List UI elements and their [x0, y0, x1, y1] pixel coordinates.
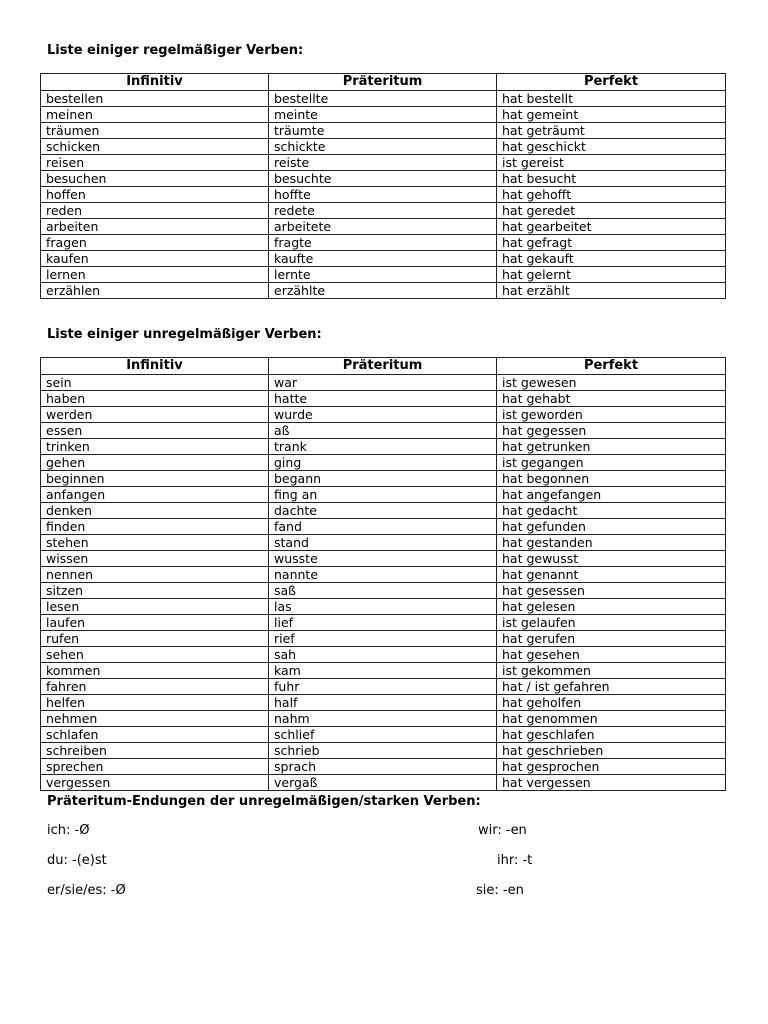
table-row [41, 599, 726, 615]
infinitiv-cell: erzählen [41, 283, 269, 299]
praeteritum-cell: meinte [269, 107, 497, 123]
praeteritum-cell: rief [269, 631, 497, 647]
infinitiv-cell: werden [41, 407, 269, 423]
table-row [41, 615, 726, 631]
praeteritum-cell: schrieb [269, 743, 497, 759]
praeteritum-cell: schlief [269, 727, 497, 743]
table-row [41, 583, 726, 599]
column-header-praeteritum: Präteritum [269, 358, 497, 375]
praeteritum-cell: hatte [269, 391, 497, 407]
infinitiv-cell: sehen [41, 647, 269, 663]
table-row [41, 91, 726, 107]
table-row [41, 423, 726, 439]
table-row [41, 139, 726, 155]
praeteritum-cell: ging [269, 455, 497, 471]
infinitiv-cell: wissen [41, 551, 269, 567]
table-row [41, 711, 726, 727]
perfekt-cell: ist gelaufen [497, 615, 726, 631]
praeteritum-cell: nannte [269, 567, 497, 583]
perfekt-cell: hat gekauft [497, 251, 726, 267]
infinitiv-cell: träumen [41, 123, 269, 139]
perfekt-cell: hat erzählt [497, 283, 726, 299]
praeteritum-cell: wurde [269, 407, 497, 423]
infinitiv-cell: schlafen [41, 727, 269, 743]
praeteritum-cell: fragte [269, 235, 497, 251]
table-row [41, 219, 726, 235]
infinitiv-cell: finden [41, 519, 269, 535]
infinitiv-cell: lesen [41, 599, 269, 615]
infinitiv-cell: denken [41, 503, 269, 519]
ending-du: du: -(e)st [47, 853, 107, 868]
praeteritum-cell: sah [269, 647, 497, 663]
table-row [41, 123, 726, 139]
praeteritum-cell: redete [269, 203, 497, 219]
table-row [41, 727, 726, 743]
table-row [41, 775, 726, 791]
praeteritum-cell: aß [269, 423, 497, 439]
table-header-row [41, 358, 726, 375]
table-row [41, 695, 726, 711]
infinitiv-cell: reisen [41, 155, 269, 171]
perfekt-cell: hat getrunken [497, 439, 726, 455]
table-row [41, 171, 726, 187]
table-row [41, 283, 726, 299]
praeteritum-cell: erzählte [269, 283, 497, 299]
perfekt-cell: ist gekommen [497, 663, 726, 679]
infinitiv-cell: sitzen [41, 583, 269, 599]
perfekt-cell: hat gewusst [497, 551, 726, 567]
perfekt-cell: hat gelesen [497, 599, 726, 615]
praeteritum-cell: dachte [269, 503, 497, 519]
infinitiv-cell: rufen [41, 631, 269, 647]
praeteritum-cell: kaufte [269, 251, 497, 267]
perfekt-cell: hat gefunden [497, 519, 726, 535]
table-row [41, 743, 726, 759]
praeteritum-cell: bestellte [269, 91, 497, 107]
praeteritum-cell: begann [269, 471, 497, 487]
infinitiv-cell: schreiben [41, 743, 269, 759]
perfekt-cell: hat genannt [497, 567, 726, 583]
table-row [41, 391, 726, 407]
perfekt-cell: hat vergessen [497, 775, 726, 791]
perfekt-cell: hat gedacht [497, 503, 726, 519]
table-row [41, 487, 726, 503]
table-row [41, 647, 726, 663]
column-header-perfekt: Perfekt [497, 74, 726, 91]
column-header-praeteritum: Präteritum [269, 74, 497, 91]
perfekt-cell: hat gegessen [497, 423, 726, 439]
table-row [41, 235, 726, 251]
table-row [41, 503, 726, 519]
perfekt-cell: ist gegangen [497, 455, 726, 471]
table-row [41, 203, 726, 219]
infinitiv-cell: bestellen [41, 91, 269, 107]
perfekt-cell: hat gehofft [497, 187, 726, 203]
praeteritum-cell: fuhr [269, 679, 497, 695]
perfekt-cell: hat gerufen [497, 631, 726, 647]
table-row [41, 679, 726, 695]
irregular-verbs-table [40, 357, 726, 791]
praeteritum-cell: besuchte [269, 171, 497, 187]
praeteritum-cell: kam [269, 663, 497, 679]
table-row [41, 251, 726, 267]
praeteritum-cell: trank [269, 439, 497, 455]
perfekt-cell: hat genommen [497, 711, 726, 727]
table-row [41, 519, 726, 535]
perfekt-cell: hat bestellt [497, 91, 726, 107]
praeteritum-cell: wusste [269, 551, 497, 567]
table-row [41, 107, 726, 123]
praeteritum-cell: war [269, 375, 497, 391]
infinitiv-cell: gehen [41, 455, 269, 471]
praeteritum-cell: stand [269, 535, 497, 551]
infinitiv-cell: trinken [41, 439, 269, 455]
table-row [41, 155, 726, 171]
infinitiv-cell: schicken [41, 139, 269, 155]
infinitiv-cell: beginnen [41, 471, 269, 487]
praeteritum-cell: schickte [269, 139, 497, 155]
perfekt-cell: ist gewesen [497, 375, 726, 391]
infinitiv-cell: arbeiten [41, 219, 269, 235]
perfekt-cell: hat gemeint [497, 107, 726, 123]
praeteritum-cell: nahm [269, 711, 497, 727]
infinitiv-cell: laufen [41, 615, 269, 631]
praeteritum-cell: lernte [269, 267, 497, 283]
table-row [41, 407, 726, 423]
perfekt-cell: hat / ist gefahren [497, 679, 726, 695]
table-row [41, 471, 726, 487]
perfekt-cell: hat geredet [497, 203, 726, 219]
table-row [41, 455, 726, 471]
perfekt-cell: hat geschrieben [497, 743, 726, 759]
perfekt-cell: ist gereist [497, 155, 726, 171]
perfekt-cell: hat gestanden [497, 535, 726, 551]
infinitiv-cell: nennen [41, 567, 269, 583]
infinitiv-cell: lernen [41, 267, 269, 283]
perfekt-cell: hat geträumt [497, 123, 726, 139]
table-row [41, 551, 726, 567]
praeteritum-cell: arbeitete [269, 219, 497, 235]
perfekt-cell: hat gelernt [497, 267, 726, 283]
praeteritum-cell: las [269, 599, 497, 615]
praeteritum-cell: träumte [269, 123, 497, 139]
praeteritum-cell: half [269, 695, 497, 711]
table-row [41, 631, 726, 647]
praeteritum-cell: sprach [269, 759, 497, 775]
endings-title: Präteritum-Endungen der unregelmäßigen/starken Verben: [47, 794, 481, 809]
infinitiv-cell: reden [41, 203, 269, 219]
infinitiv-cell: besuchen [41, 171, 269, 187]
perfekt-cell: hat gehabt [497, 391, 726, 407]
infinitiv-cell: hoffen [41, 187, 269, 203]
perfekt-cell: hat gesessen [497, 583, 726, 599]
infinitiv-cell: nehmen [41, 711, 269, 727]
table-row [41, 375, 726, 391]
perfekt-cell: hat geschlafen [497, 727, 726, 743]
infinitiv-cell: sein [41, 375, 269, 391]
perfekt-cell: hat geschickt [497, 139, 726, 155]
infinitiv-cell: helfen [41, 695, 269, 711]
praeteritum-cell: reiste [269, 155, 497, 171]
praeteritum-cell: saß [269, 583, 497, 599]
irregular-verbs-title: Liste einiger unregelmäßiger Verben: [47, 327, 322, 342]
infinitiv-cell: sprechen [41, 759, 269, 775]
ending-sie: sie: -en [476, 883, 524, 898]
infinitiv-cell: haben [41, 391, 269, 407]
column-header-perfekt: Perfekt [497, 358, 726, 375]
table-row [41, 759, 726, 775]
infinitiv-cell: fragen [41, 235, 269, 251]
infinitiv-cell: stehen [41, 535, 269, 551]
regular-verbs-title: Liste einiger regelmäßiger Verben: [47, 43, 304, 58]
perfekt-cell: hat gearbeitet [497, 219, 726, 235]
perfekt-cell: hat gesprochen [497, 759, 726, 775]
table-row [41, 439, 726, 455]
perfekt-cell: hat gesehen [497, 647, 726, 663]
praeteritum-cell: vergaß [269, 775, 497, 791]
praeteritum-cell: fing an [269, 487, 497, 503]
ending-ich: ich: -Ø [47, 823, 90, 838]
perfekt-cell: hat geholfen [497, 695, 726, 711]
infinitiv-cell: kaufen [41, 251, 269, 267]
perfekt-cell: hat gefragt [497, 235, 726, 251]
praeteritum-cell: lief [269, 615, 497, 631]
praeteritum-cell: hoffte [269, 187, 497, 203]
ending-wir: wir: -en [478, 823, 527, 838]
praeteritum-cell: fand [269, 519, 497, 535]
infinitiv-cell: meinen [41, 107, 269, 123]
column-header-infinitiv: Infinitiv [41, 74, 269, 91]
perfekt-cell: hat besucht [497, 171, 726, 187]
table-row [41, 535, 726, 551]
ending-er-sie-es: er/sie/es: -Ø [47, 883, 126, 898]
ending-ihr: ihr: -t [497, 853, 533, 868]
perfekt-cell: hat begonnen [497, 471, 726, 487]
infinitiv-cell: anfangen [41, 487, 269, 503]
column-header-infinitiv: Infinitiv [41, 358, 269, 375]
table-row [41, 567, 726, 583]
table-row [41, 267, 726, 283]
infinitiv-cell: kommen [41, 663, 269, 679]
perfekt-cell: hat angefangen [497, 487, 726, 503]
perfekt-cell: ist geworden [497, 407, 726, 423]
infinitiv-cell: vergessen [41, 775, 269, 791]
table-row [41, 187, 726, 203]
infinitiv-cell: fahren [41, 679, 269, 695]
infinitiv-cell: essen [41, 423, 269, 439]
table-row [41, 663, 726, 679]
table-header-row [41, 74, 726, 91]
regular-verbs-table [40, 73, 726, 299]
